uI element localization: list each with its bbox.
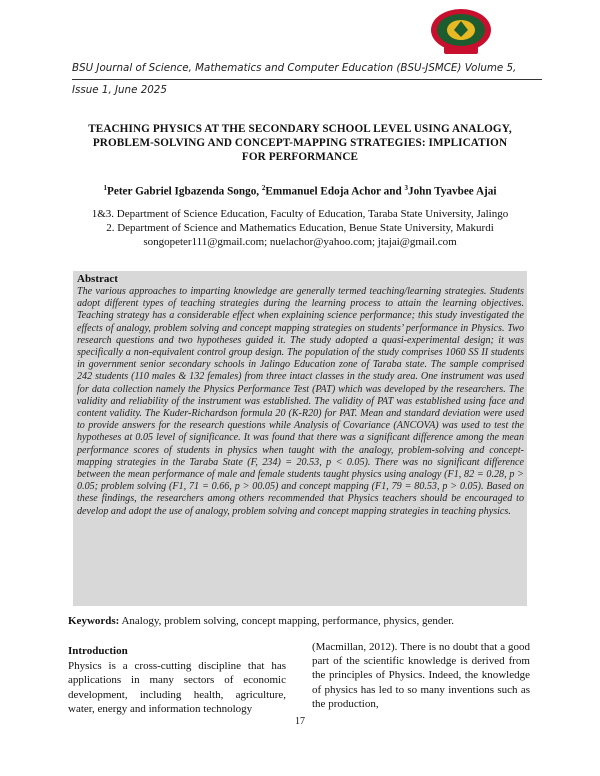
author-emails: songopeter111@gmail.com; nuelachor@yahoo.com; jtajai@gmail.com (143, 236, 457, 248)
intro-right-column (312, 640, 530, 711)
keywords-text: Analogy, problem solving, concept mapping, performance, physics, gender. (119, 615, 455, 627)
abstract-text: The various approaches to imparting knowledge are generally termed teaching/learning strategies. Students adopt different types of teaching strategies during the learning process to attain the learning objectives. Teaching strategy has a considerable effect when explaining science performance; this study investigated the effects of analogy, problem solving and concept mapping strategies on students’ performance in Physics. Two research questions and two hypotheses guided it. The study adopted a quasi-experimental design; it was specifically a non-equivalent control group design. The population of the study comprises 1060 SS II students in government senior secondary schools in Jalingo Education zone of Taraba state. The sample comprised 242 students (110 males & 132 females) from three intact classes in the study area. One instrument was used for data collection namely the Physics Performance Test (PAT) which was developed by the researchers. The validity and reliability of the instrument was established. The validity of PAT was established using face and content validity. The Kuder-Richardson formula 20 (K-R20) for PAT. Mean and standard deviation were used to provide answers for the research questions while Analysis of Covariance (ANCOVA) was used to test the hypotheses at 0.05 level of significance. It was found that there was a significant difference among the mean performance scores of students in physics when taught with the analogy, problem-solving and concept-mapping strategies in the Taraba State (F, 234) = 20.53, p < 0.05). There was no significant difference between the mean performance of male and female students taught physics using analogy (F1, 82 = 0.28, p > 0.05; problem solving (F1, 71 = 0.66, p > 00.05) and concept mapping (F1, 79 = 80.53, p > 0.05). Based on these findings, the researchers among others recommended that Physics teachers should be encouraged to develop and adopt the use of analogy, problem solving and concept mapping strategies in teaching physics. (77, 286, 524, 517)
author-1-sup: 1 (103, 184, 108, 192)
abstract-box (73, 271, 527, 606)
author-list (80, 184, 520, 198)
affiliation-2: 2. Department of Science and Mathematics Education, Benue State University, Makurdi (106, 222, 494, 234)
author-2-sup: 2 (261, 184, 266, 192)
abstract-heading: Abstract (77, 273, 118, 285)
author-3-sup: 3 (404, 184, 408, 192)
author-and: and (380, 185, 405, 198)
paper-title: TEACHING PHYSICS AT THE SECONDARY SCHOOL LEVEL USING ANALOGY, PROBLEM-SOLVING AND CONCEPT-MAPPING STRATEGIES: IMPLICATION FOR PERFORMANCE (88, 123, 512, 163)
author-1: Peter Gabriel Igbazenda Songo, (107, 185, 262, 198)
page-number: 17 (295, 716, 305, 727)
intro-right-text: (Macmillan, 2012). There is no doubt that a good part of the scientific knowledge is derived from the principles of Physics. Indeed, the knowledge of physics has led to so many inventions such as the production, (312, 641, 530, 710)
journal-line-1: BSU Journal of Science, Mathematics and Computer Education (BSU-JSMCE) Volume 5, (72, 58, 542, 80)
journal-header (72, 58, 542, 101)
intro-left-column (68, 644, 286, 716)
keywords-label: Keywords: (68, 615, 120, 627)
affiliation-1: 1&3. Department of Science Education, Faculty of Education, Taraba State University, Jalingo (91, 208, 509, 220)
university-seal-logo (428, 6, 494, 58)
intro-left-text: Physics is a cross-cutting discipline that has applications in many sectors of economic development, including health, agriculture, water, energy and information technology (68, 660, 286, 715)
author-2: Emmanuel Edoja Achor (265, 185, 381, 198)
keywords (68, 615, 538, 627)
affiliations (60, 207, 540, 249)
author-3: John Tyavbee Ajai (407, 185, 497, 198)
journal-line-2: Issue 1, June 2025 (72, 84, 167, 96)
intro-heading: Introduction (68, 645, 128, 657)
